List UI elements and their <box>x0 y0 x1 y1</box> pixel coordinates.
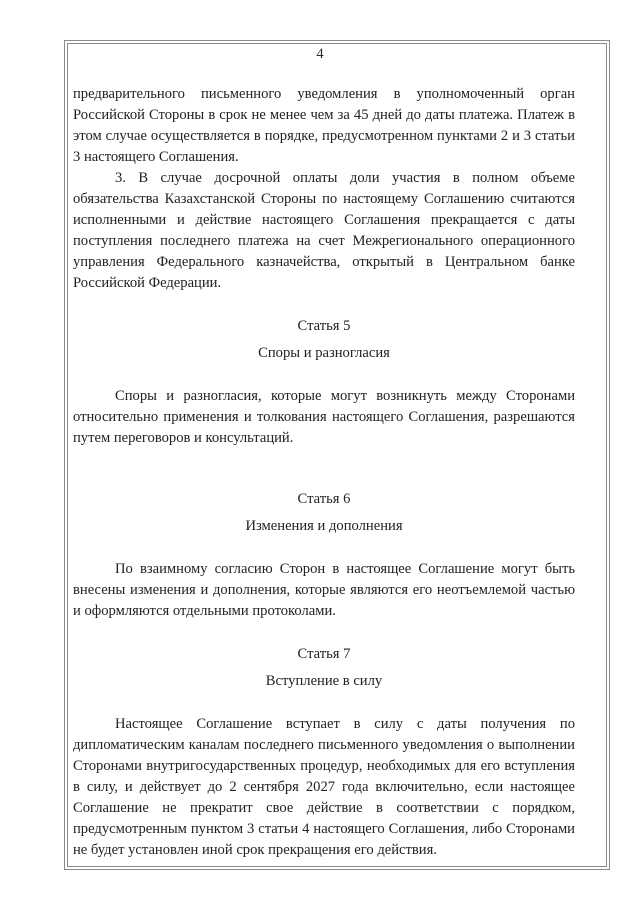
article-6-title: Изменения и дополнения <box>245 518 403 534</box>
article-6-paragraph: По взаимному согласию Сторон в настоящее Соглашение могут быть внесены изменения и дополнения, которые являются его неотъемлемой частью и оформляются отдельными протоколами. <box>73 561 575 619</box>
article-7-number: Статья 7 <box>297 646 351 662</box>
continuation-paragraph: предварительного письменного уведомления в уполномоченный орган Российской Стороны в срок не менее чем за 45 дней до даты платежа. Платеж в этом случае осуществляется в порядке, предусмотренном пунктами 2 и 3 статьи 3 настоящего Соглашения. <box>73 86 575 165</box>
article-5-number: Статья 5 <box>297 318 351 334</box>
clause-3-paragraph: 3. В случае досрочной оплаты доли участия в полном объеме обязательства Казахстанской Стороны по настоящему Соглашению считаются исполненными и действие настоящего Соглашения прекращается с даты поступления последнего платежа на счет Межрегионального операционного управления Федерального казначейства, открытый в Центральном банке Российской Федерации. <box>73 170 575 291</box>
article-7-title: Вступление в силу <box>265 673 383 689</box>
article-7-paragraph: Настоящее Соглашение вступает в силу с даты получения по дипломатическим каналам последнего письменного уведомления о выполнении Сторонами внутригосударственных процедур, необходимых для его вступления в силу, и действует до 2 сентября 2027 года включительно, если настоящее Соглашение не прекратит свое действие в соответствии с порядком, предусмотренным пунктом 3 статьи 4 настоящего Соглашения, либо Сторонами не будет установлен иной срок прекращения его действия. <box>73 716 575 858</box>
article-6-number: Статья 6 <box>297 491 351 507</box>
document-body <box>73 84 575 861</box>
page-number: 4 <box>316 46 324 62</box>
article-5-paragraph: Споры и разногласия, которые могут возникнуть между Сторонами относительно применения и толкования настоящего Соглашения, разрешаются путем переговоров и консультаций. <box>73 388 575 446</box>
article-5-title: Споры и разногласия <box>258 345 390 361</box>
